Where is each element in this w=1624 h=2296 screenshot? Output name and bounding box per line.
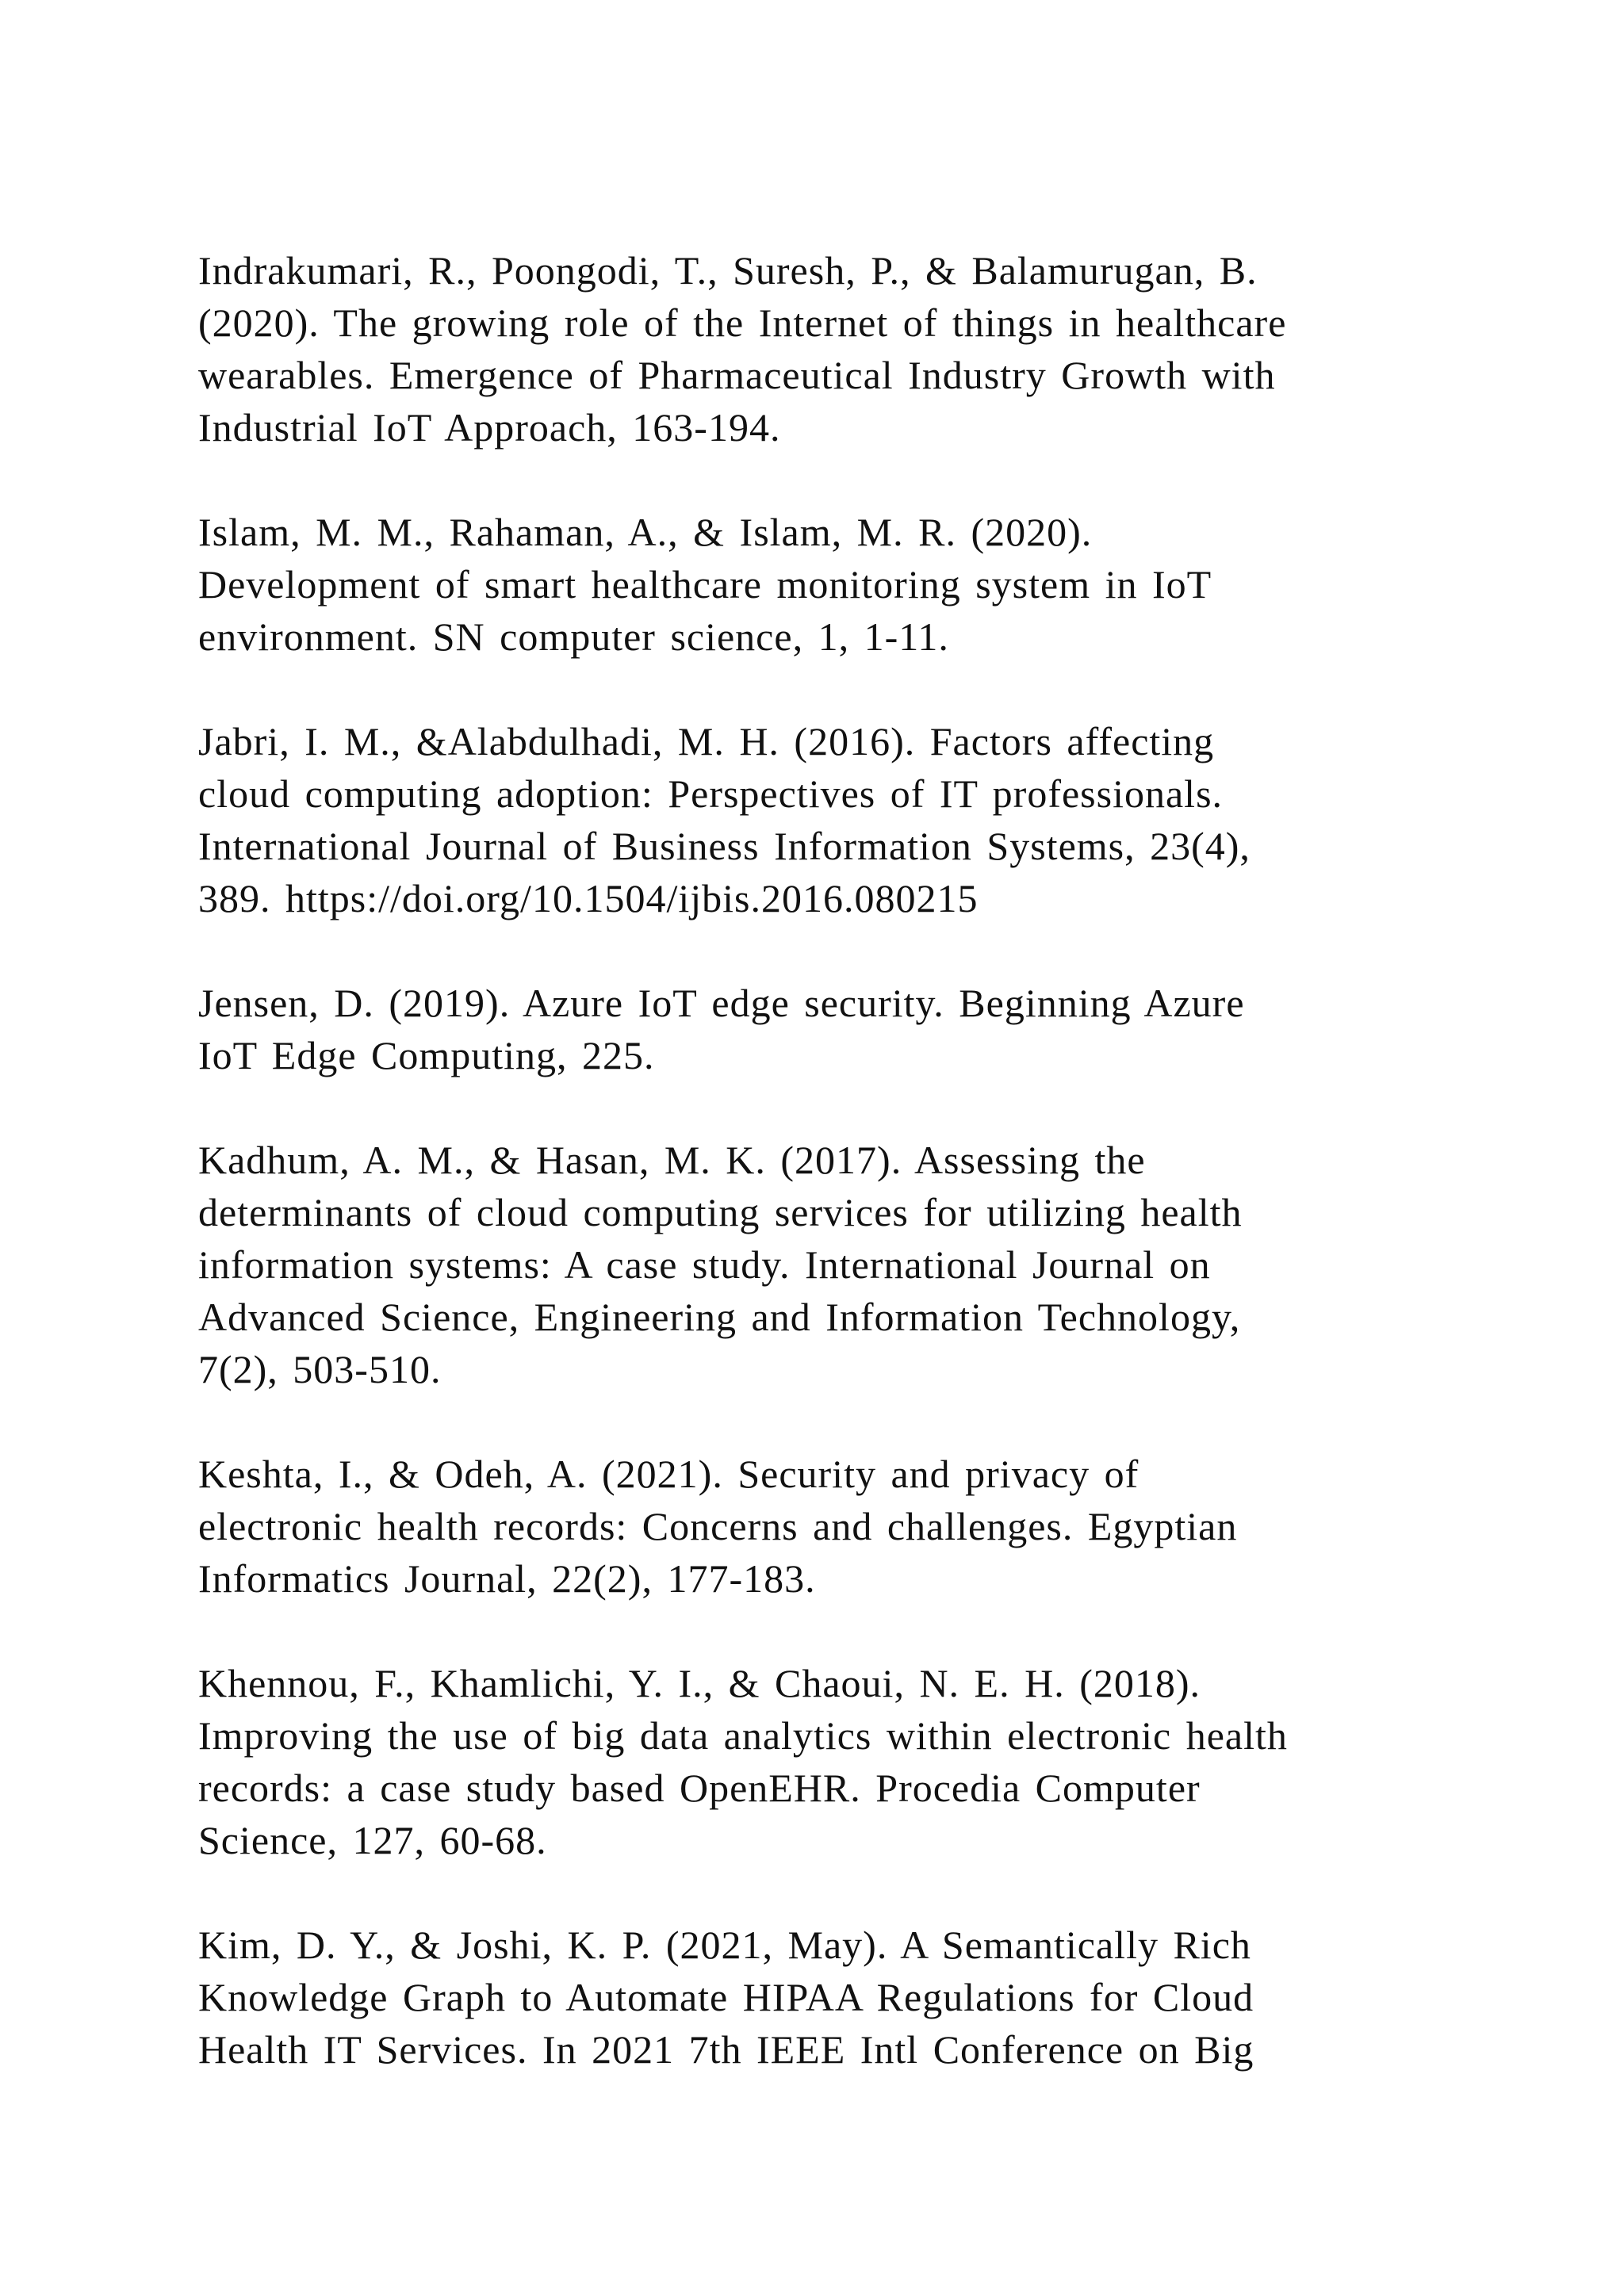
reference-list (198, 244, 1435, 2128)
reference-entry (198, 1134, 1435, 1395)
reference-entry (198, 506, 1435, 663)
reference-line: Indrakumari, R., Poongodi, T., Suresh, P., & Balamurugan, B. (198, 248, 1258, 293)
reference-entry (198, 244, 1435, 453)
reference-line: electronic health records: Concerns and challenges. Egyptian (198, 1504, 1238, 1548)
reference-entry (198, 1919, 1435, 2076)
reference-line: cloud computing adoption: Perspectives of IT professionals. (198, 771, 1224, 816)
reference-line: Kadhum, A. M., & Hasan, M. K. (2017). Assessing the (198, 1138, 1146, 1182)
reference-line: International Journal of Business Information Systems, 23(4), (198, 824, 1251, 868)
reference-line: Science, 127, 60-68. (198, 1818, 547, 1862)
reference-line: environment. SN computer science, 1, 1-11. (198, 614, 949, 659)
reference-line: Islam, M. M., Rahaman, A., & Islam, M. R. (2020). (198, 510, 1093, 554)
reference-line: Jensen, D. (2019). Azure IoT edge security. Beginning Azure (198, 981, 1245, 1025)
reference-line: Knowledge Graph to Automate HIPAA Regulations for Cloud (198, 1975, 1254, 2019)
reference-line: Keshta, I., & Odeh, A. (2021). Security and privacy of (198, 1452, 1139, 1496)
reference-line: (2020). The growing role of the Internet of things in healthcare (198, 300, 1287, 345)
reference-line: Improving the use of big data analytics within electronic health (198, 1713, 1288, 1758)
reference-line: Informatics Journal, 22(2), 177-183. (198, 1556, 816, 1601)
reference-line: records: a case study based OpenEHR. Procedia Computer (198, 1766, 1201, 1810)
reference-line: Kim, D. Y., & Joshi, K. P. (2021, May). A Semantically Rich (198, 1923, 1251, 1967)
reference-line: Jabri, I. M., &Alabdulhadi, M. H. (2016). Factors affecting (198, 719, 1215, 763)
reference-entry (198, 977, 1435, 1081)
reference-line: information systems: A case study. International Journal on (198, 1242, 1211, 1287)
reference-line: Industrial IoT Approach, 163-194. (198, 405, 781, 450)
reference-line: IoT Edge Computing, 225. (198, 1033, 655, 1077)
reference-line: Health IT Services. In 2021 7th IEEE Intl Conference on Big (198, 2027, 1254, 2072)
reference-entry (198, 1448, 1435, 1605)
reference-line: Advanced Science, Engineering and Information Technology, (198, 1295, 1241, 1339)
reference-line: 389. https://doi.org/10.1504/ijbis.2016.080215 (198, 876, 979, 920)
reference-entry (198, 715, 1435, 924)
reference-line: 7(2), 503-510. (198, 1347, 442, 1391)
reference-line: Khennou, F., Khamlichi, Y. I., & Chaoui, N. E. H. (2018). (198, 1661, 1201, 1705)
reference-line: determinants of cloud computing services for utilizing health (198, 1190, 1243, 1234)
reference-entry (198, 1657, 1435, 1866)
reference-line: wearables. Emergence of Pharmaceutical Industry Growth with (198, 353, 1276, 397)
reference-line: Development of smart healthcare monitoring system in IoT (198, 562, 1212, 607)
